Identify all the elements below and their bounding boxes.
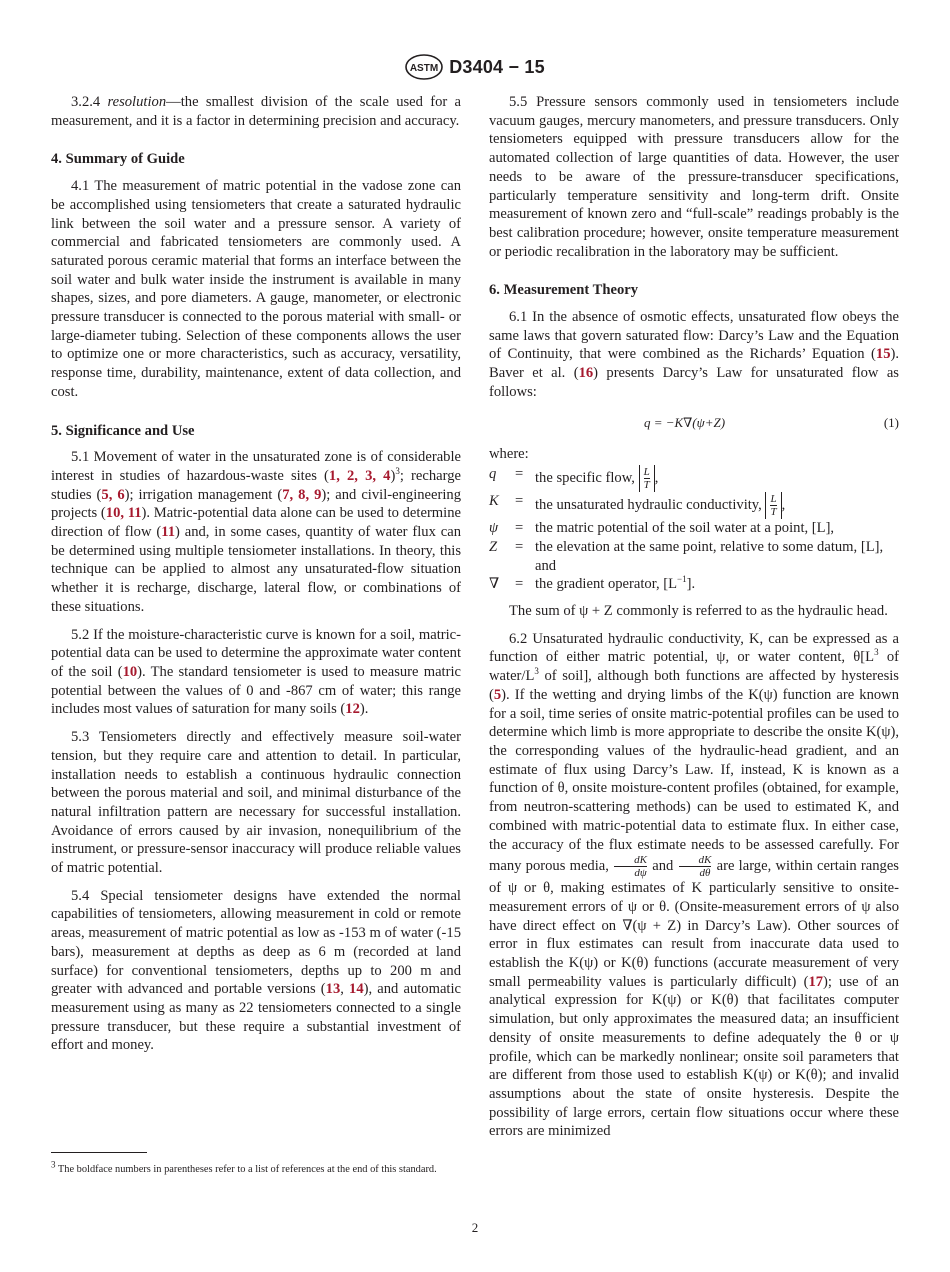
reference-link[interactable]: 17 — [808, 973, 824, 990]
footnote: $^3$ The boldface numbers in parentheses refer to a list of references at the end of this standard. — [51, 1159, 437, 1175]
reference-link[interactable]: 5, 6 — [101, 486, 125, 503]
page-header — [0, 54, 950, 80]
reference-link[interactable]: 10, 11 — [105, 505, 142, 522]
footnote-marker[interactable]: 3 — [395, 466, 400, 477]
definition-row: Z = the elevation at the same point, relative to some datum, [L], and — [489, 538, 884, 574]
paragraph-5-1: 5.1 Movement of water in the unsaturated zone is of considerable interest in studies of hazardous-waste sites (1, 2, 3, 4)$^3$; recharge studies (5, 6); irrigation management (7, 8, 9); and civil-engineering projects (10, 11). Matric-potential data alone can be used to determine direction of flow (11) and, in some cases, quantity of water flux can be determined using multiple tensiometer installations. In theory, this technique can be applied to almost any unsaturated-flow situation whether it is recharge, discharge, lateral flow, or combinations of these situations. — [51, 449, 462, 615]
paragraph-4-1: 4.1 The measurement of matric potential in the vadose zone can be accomplished using tensiometers that create a saturated hydraulic link between the soil water and a pressure sensor. A variety of commercial and fabricated tensiometers are commonly used. A saturated porous ceramic material that forms an interface between the soil water and bulk water inside the instrument is available in many shapes, sizes, and pore diameters. A gauge, manometer, or electronic pressure transducer is connected to the porous material with small- or large-diameter tubing. Selection of these components allows the user to optimize one or more characteristics, such as accuracy, versatility, response time, durability, maintenance, extent of data collection, and cost. — [51, 178, 461, 400]
reference-link[interactable]: 10 — [122, 663, 138, 680]
astm-logo-icon — [405, 54, 443, 80]
svg-text:ASTM: ASTM — [410, 63, 439, 74]
paragraph-5-4: 5.4 Special tensiometer designs have extended the normal capabilities of tensiometers, allowing measurement in cold or remote areas, measurement of matric potential as low as -153 m of water (-15 bars), measurement at depths as deep as 6 m (recorded at land surface) for conventional tensiometers, depths up to 200 m and greater with advanced and portable versions (13, 14), and automatic measurement using as many as 22 tensiometers connected to a single pressure transducer, but these require a substantial investment of effort and money. — [51, 887, 462, 1054]
paragraph-5-2: 5.2 If the moisture-characteristic curve is known for a soil, matric-potential data can be used to determine the approximate water content of the soil (10). The standard tensiometer is used to measure matric potential between the values of 0 and -867 cm of water; this range includes most values of saturation for many soils (12). — [51, 626, 461, 718]
equation-number: (1) — [883, 414, 899, 430]
footnote-divider — [51, 1152, 147, 1153]
fraction-dk-dtheta: $\frac{dK}{d\theta}$ — [679, 854, 712, 879]
where-label: where: — [489, 445, 529, 462]
reference-link[interactable]: 7, 8, 9 — [282, 486, 322, 503]
definition-symbol: K — [489, 493, 499, 510]
reference-link[interactable]: 1, 2, 3, 4 — [328, 467, 391, 484]
definition-symbol: ψ — [489, 520, 499, 537]
right-column — [489, 93, 899, 1150]
paragraph-6-2: 6.2 Unsaturated hydraulic conductivity, K, can be expressed as a function of either matric potential, ψ, or water content, $\theta[L^3$ of water/$L^3$ of soil], although both functions are affected by hysteresis (5). If the wetting and drying limbs of the K(ψ) function are known for a soil, time series of onsite matric-potential profiles can be used to determine which limb is more appropriate to describe the onsite K(ψ), the corresponding values of the hydraulic-head gradient, and an estimate of flux using Darcy’s Law. If, instead, K is known as a function of θ, onsite moisture-content profiles (obtained, for example, from neutron-scattering methods) can be used to estimated K, and combined with matric-potential data to estimate flux. In either case, the accuracy of the flux estimate needs to be assessed carefully. For many porous media, $\frac{dK}{d\psi}$ and $\frac{dK}{d\theta}$ are large, within certain ranges of ψ or θ, making estimates of K particularly sensitive to onsite-measurement errors of ψ or θ. (Onsite-measurement errors of ψ also have direct effect on ∇(ψ + Z) in Darcy’s Law). Other sources of error in flux estimates can result from inaccurate data used to establish the K(ψ) or K(θ) functions (accurate measurement of very small permeability values is particularly difficult) (17); use of an analytical expression for K(ψ) or K(θ) that facilitates computer simulation, but only approximates the measured data; an insufficient density of onsite measurements to define adequately the θ or ψ profile, which can be markedly nonlinear; onsite soil parameters that are different from those used to establish K(ψ) or K(θ); and invalid assumptions about the state of onsite hysteresis. Despite the possibility of large errors, certain flow situations occur where these errors are minimized — [489, 630, 899, 1140]
definition-row: q = the specific flow, $\frac{L}{T}$ , — [489, 466, 659, 492]
paragraph-6-1: 6.1 In the absence of osmotic effects, unsaturated flow obeys the same laws that govern saturated flow: Darcy’s Law and the Equation of Continuity, that were combined as the Richards’ Equation (15). Baver et al. (16) presents Darcy’s Law for unsaturated flow as follows: — [489, 309, 899, 400]
definition-symbol: Z — [489, 538, 498, 555]
section-6-heading: 6. Measurement Theory — [489, 282, 639, 299]
definition-row: ∇ = the gradient operator, $[L^{-1}]$. — [489, 574, 696, 593]
section-4-heading: 4. Summary of Guide — [51, 151, 185, 168]
reference-link[interactable]: 12 — [345, 701, 360, 718]
paragraph-5-5: 5.5 Pressure sensors commonly used in tensiometers include vacuum gauges, mercury manometers, and pressure transducers. Only tensiometers equipped with pressure transducers allow for the automated collection of large quantities of data. However, the user needs to be aware of the pressure-transducer specifications, particularly temperature sensitivity and long-term drift. Onsite measurement of known zero and “full-scale” readings probably is the best calibration procedure; however, onsite temperature measurement or periodic recalibration in the laboratory may be sufficient. — [489, 94, 899, 260]
reference-link[interactable]: 5 — [493, 686, 502, 703]
section-5-heading: 5. Significance and Use — [51, 422, 195, 439]
standard-code: D3404 − 15 — [449, 56, 545, 77]
paragraph-5-3: 5.3 Tensiometers directly and effectively measure soil-water tension, but they require care and attention to detail. In particular, installation needs to establish a continuous hydraulic connection between the porous material and soil, and minimal disturbance of the natural infiltration pattern are necessary for successful installation. Avoidance of errors caused by air invasion, nonequilibrium of the instrument, or pressure-sensor inaccuracy will produce reliable values of matric potential. — [51, 729, 461, 877]
fraction-dk-dpsi: $\frac{dK}{d\psi}$ — [614, 854, 647, 879]
reference-link[interactable]: 15 — [875, 346, 891, 363]
definition-symbol: ∇ — [489, 576, 500, 593]
definition-row: ψ = the matric potential of the soil water at a point, [L], — [489, 520, 835, 537]
definition-symbol: q — [489, 466, 497, 483]
equation-expression: q = −K∇(ψ+Z) — [644, 414, 726, 430]
page-number: 2 — [471, 1220, 479, 1235]
left-column — [51, 93, 461, 1064]
reference-link[interactable]: 11 — [161, 524, 175, 541]
reference-link[interactable]: 14 — [349, 981, 364, 998]
reference-link[interactable]: 13 — [325, 981, 341, 998]
definition-row: K = the unsaturated hydraulic conductivity, $\frac{L}{T}$ , — [489, 493, 786, 519]
paragraph-hydraulic-head: The sum of ψ + Z commonly is referred to as the hydraulic head. — [509, 603, 888, 620]
reference-link[interactable]: 16 — [578, 365, 594, 382]
symbol-definitions — [489, 465, 899, 594]
equation-1 — [489, 411, 899, 437]
paragraph-3-2-4: 3.2.4 resolution—the smallest division of the scale used for a measurement, and it is a factor in determining precision and accuracy. — [51, 94, 461, 129]
